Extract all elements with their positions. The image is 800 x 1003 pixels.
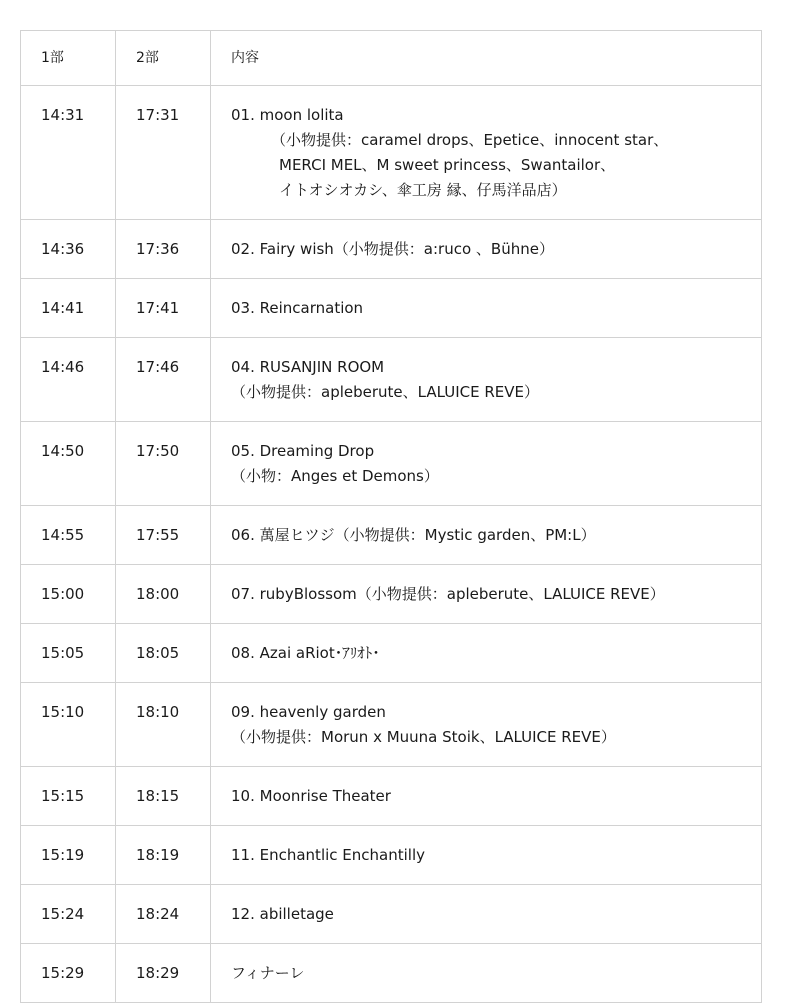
content-cell <box>211 767 762 826</box>
content-line: MERCI MEL、M sweet princess、Swantailor、 <box>279 156 616 174</box>
content-line: （小物提供：apleberute、LALUICE REVE） <box>231 383 539 401</box>
time-part1: 15:05 <box>21 624 116 683</box>
time-part2: 17:55 <box>116 506 211 565</box>
time-part2: 17:31 <box>116 86 211 220</box>
header-row <box>21 31 762 86</box>
schedule-row <box>21 683 762 767</box>
schedule-row <box>21 826 762 885</box>
time-part1: 14:41 <box>21 279 116 338</box>
time-part1: 14:55 <box>21 506 116 565</box>
content-line: 11. Enchantlic Enchantilly <box>231 846 425 864</box>
content-line: 07. rubyBlossom（小物提供：apleberute、LALUICE REVE） <box>231 585 665 603</box>
content-line: （小物：Anges et Demons） <box>231 467 439 485</box>
time-part2: 17:36 <box>116 220 211 279</box>
time-part2: 17:46 <box>116 338 211 422</box>
content-cell <box>211 944 762 1003</box>
header-part2: 2部 <box>116 31 211 86</box>
content-line: 09. heavenly garden <box>231 703 386 721</box>
content-line: イトオシオカシ、傘工房 縁、仔馬洋品店） <box>279 181 567 199</box>
schedule-row <box>21 565 762 624</box>
schedule-row <box>21 220 762 279</box>
time-part1: 14:46 <box>21 338 116 422</box>
content-cell <box>211 338 762 422</box>
content-line: 01. moon lolita <box>231 106 344 124</box>
time-part2: 18:05 <box>116 624 211 683</box>
time-part2: 18:10 <box>116 683 211 767</box>
content-line: 04. RUSANJIN ROOM <box>231 358 385 376</box>
schedule-body <box>21 86 762 1003</box>
time-part1: 14:31 <box>21 86 116 220</box>
time-part1: 15:00 <box>21 565 116 624</box>
schedule-row <box>21 279 762 338</box>
time-part2: 18:15 <box>116 767 211 826</box>
content-cell <box>211 86 762 220</box>
content-line: 08. Azai aRiot･ｱﾘｵﾄ･ <box>231 644 380 662</box>
schedule-row <box>21 944 762 1003</box>
header-content: 内容 <box>211 31 762 86</box>
time-part2: 18:29 <box>116 944 211 1003</box>
time-part1: 15:24 <box>21 885 116 944</box>
time-part2: 18:24 <box>116 885 211 944</box>
time-part2: 18:00 <box>116 565 211 624</box>
schedule-table <box>20 30 762 1003</box>
content-cell <box>211 826 762 885</box>
schedule-row <box>21 624 762 683</box>
content-cell <box>211 885 762 944</box>
time-part2: 18:19 <box>116 826 211 885</box>
content-cell <box>211 506 762 565</box>
schedule-row <box>21 767 762 826</box>
content-cell <box>211 624 762 683</box>
time-part1: 15:29 <box>21 944 116 1003</box>
content-cell <box>211 279 762 338</box>
schedule-header <box>21 31 762 86</box>
header-part1: 1部 <box>21 31 116 86</box>
content-line: 10. Moonrise Theater <box>231 787 391 805</box>
schedule-row <box>21 338 762 422</box>
schedule-row <box>21 422 762 506</box>
content-cell <box>211 683 762 767</box>
content-line: 06. 萬屋ヒツジ（小物提供：Mystic garden、PM:L） <box>231 526 596 544</box>
time-part1: 15:19 <box>21 826 116 885</box>
schedule-row <box>21 86 762 220</box>
time-part1: 14:36 <box>21 220 116 279</box>
schedule-row <box>21 506 762 565</box>
content-line: （小物提供：Morun x Muuna Stoik、LALUICE REVE） <box>231 728 616 746</box>
content-line: 12. abilletage <box>231 905 334 923</box>
time-part1: 15:15 <box>21 767 116 826</box>
schedule-row <box>21 885 762 944</box>
time-part2: 17:50 <box>116 422 211 506</box>
time-part1: 15:10 <box>21 683 116 767</box>
time-part2: 17:41 <box>116 279 211 338</box>
content-line: フィナーレ <box>231 964 305 982</box>
content-line: （小物提供：caramel drops、Epetice、innocent star、 <box>271 131 669 149</box>
content-cell <box>211 422 762 506</box>
content-line: 03. Reincarnation <box>231 299 364 317</box>
content-line: 05. Dreaming Drop <box>231 442 375 460</box>
content-cell <box>211 220 762 279</box>
content-line: 02. Fairy wish（小物提供：a:ruco 、Bühne） <box>231 240 554 258</box>
content-cell <box>211 565 762 624</box>
time-part1: 14:50 <box>21 422 116 506</box>
